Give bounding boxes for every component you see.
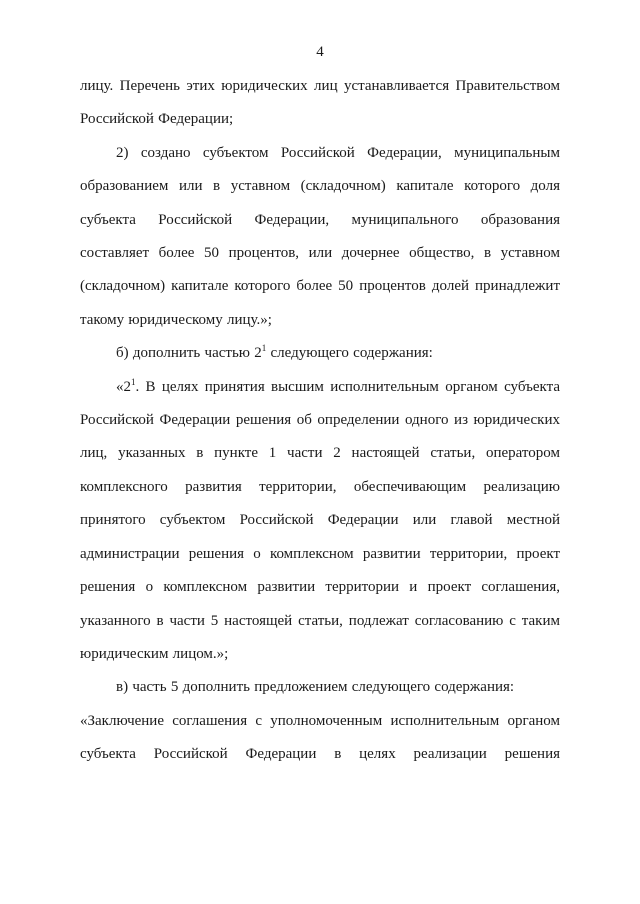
part-2-1-text-start: «2	[116, 378, 131, 395]
paragraph-amendment-b	[80, 337, 560, 370]
amendment-b-text-end: следующего содержания:	[266, 345, 433, 362]
page-number: 4	[316, 44, 324, 60]
paragraph-continuation: лицу. Перечень этих юридических лиц устанавливается Правительством Российской Федерации;	[80, 78, 560, 128]
document-body	[80, 70, 560, 772]
paragraph-quote-start: «Заключение соглашения с уполномоченным исполнительным органом субъекта Российской Федерации в целях реализации решения	[80, 712, 560, 763]
amendment-b-text-start: б) дополнить частью 2	[116, 345, 262, 362]
superscript-marker: 1	[131, 376, 136, 387]
superscript-marker: 1	[261, 343, 267, 354]
paragraph-amendment-v: в) часть 5 дополнить предложением следующего содержания:	[116, 679, 515, 696]
paragraph-part-2-1	[80, 371, 560, 672]
paragraph-item-2: 2) создано субъектом Российской Федерации, муниципальным образованием или в уставном (складочном) капитале которого доля субъекта Российской Федерации, муниципального образования составляет более 50 процентов, или дочернее общество, в уставном (складочном) капитале которого более 50 процентов долей принадлежит такому юридическому лицу.»;	[80, 144, 560, 328]
part-2-1-text-end: . В целях принятия высшим исполнительным органом субъекта Российской Федерации решения об определении одного из юридических лиц, указанных в пункте 1 части 2 настоящей статьи, оператором комплексного развития территории, обеспечивающим реализацию принятого субъектом Российской Федерации или главой местной администрации решения о комплексном развитии территории, проект решения о комплексном развитии территории и проект соглашения, указанного в части 5 настоящей статьи, подлежат согласованию с таким юридическим лицом.»;	[80, 378, 560, 662]
